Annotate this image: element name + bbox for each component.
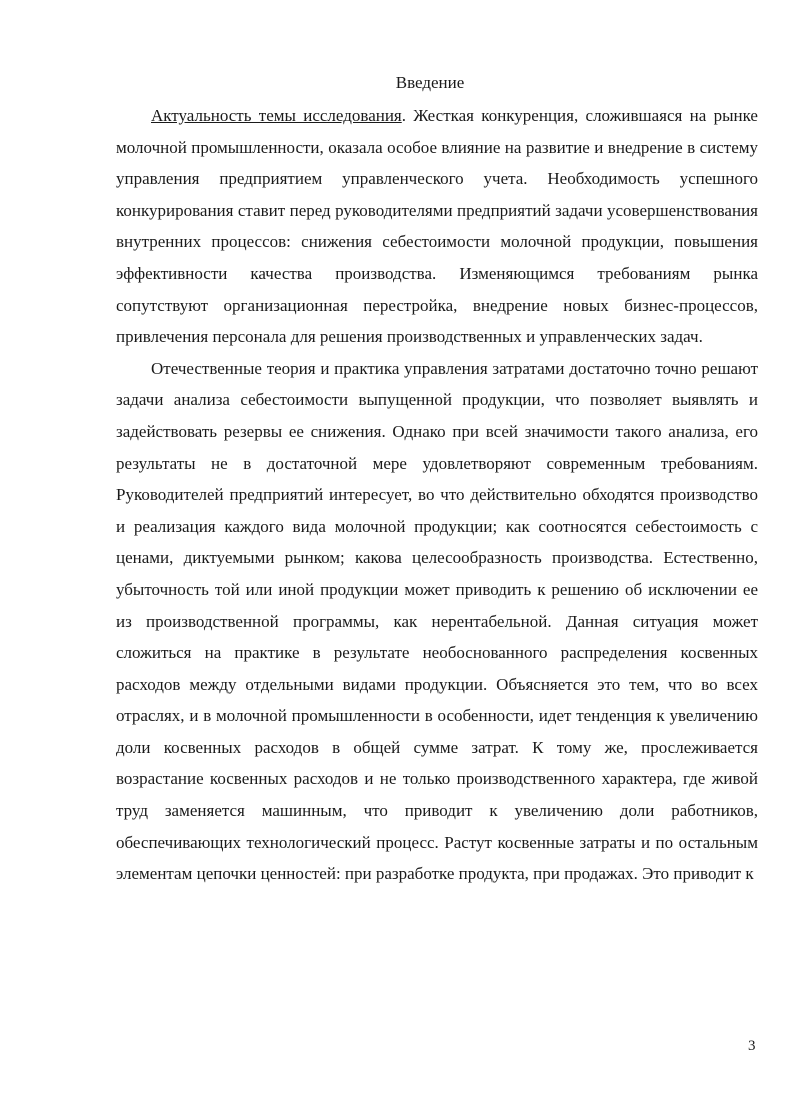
paragraph-cost-management: Отечественные теория и практика управления затратами достаточно точно решают задачи анализа себестоимости выпущенной продукции, что позволяет выявлять и задействовать резервы ее снижения. Однако при всей значимости такого анализа, его результаты не в достаточной мере удовлетворяют современным требованиям. Руководителей предприятий интересует, во что действительно обходятся производство и реализация каждого вида молочной продукции; как соотносятся себестоимость с ценами, диктуемыми рынком; какова целесообразность производства. Естественно, убыточность той или иной продукции может приводить к решению об исключении ее из производственной программы, как нерентабельной. Данная ситуация может сложиться на практике в результате необоснованного распределения косвенных расходов между отдельными видами продукции. Объясняется это тем, что во всех отраслях, и в молочной промышленности в особенности, идет тенденция к увеличению доли косвенных расходов в общей сумме затрат. К тому же, прослеживается возрастание косвенных расходов и не только производственного характера, где живой труд заменяется машинным, что приводит к увеличению доли работников, обеспечивающих технологический процесс. Растут косвенные затраты и по остальным элементам цепочки ценностей: при разработке продукта, при продажах. Это приводит к <box>116 358 758 884</box>
paragraph-relevance <box>116 100 758 353</box>
page-number: 3 <box>748 1038 756 1054</box>
paragraph-relevance-text: . Жесткая конкуренция, сложившаяся на рынке молочной промышленности, оказала особое влияние на развитие и внедрение в систему управления предприятием управленческого учета. Необходимость успешного конкурирования ставит перед руководителями предприятий задачи усовершенствования внутренних процессов: снижения себестоимости молочной продукции, повышения эффективности качества производства. Изменяющимся требованиям рынка сопутствуют организационная перестройка, внедрение новых бизнес-процессов, привлечения персонала для решения производственных и управленческих задач. <box>116 106 758 347</box>
section-heading: Введение <box>395 73 465 92</box>
body-text <box>116 100 758 890</box>
paragraph-lead-underlined: Актуальность темы исследования <box>151 106 402 125</box>
